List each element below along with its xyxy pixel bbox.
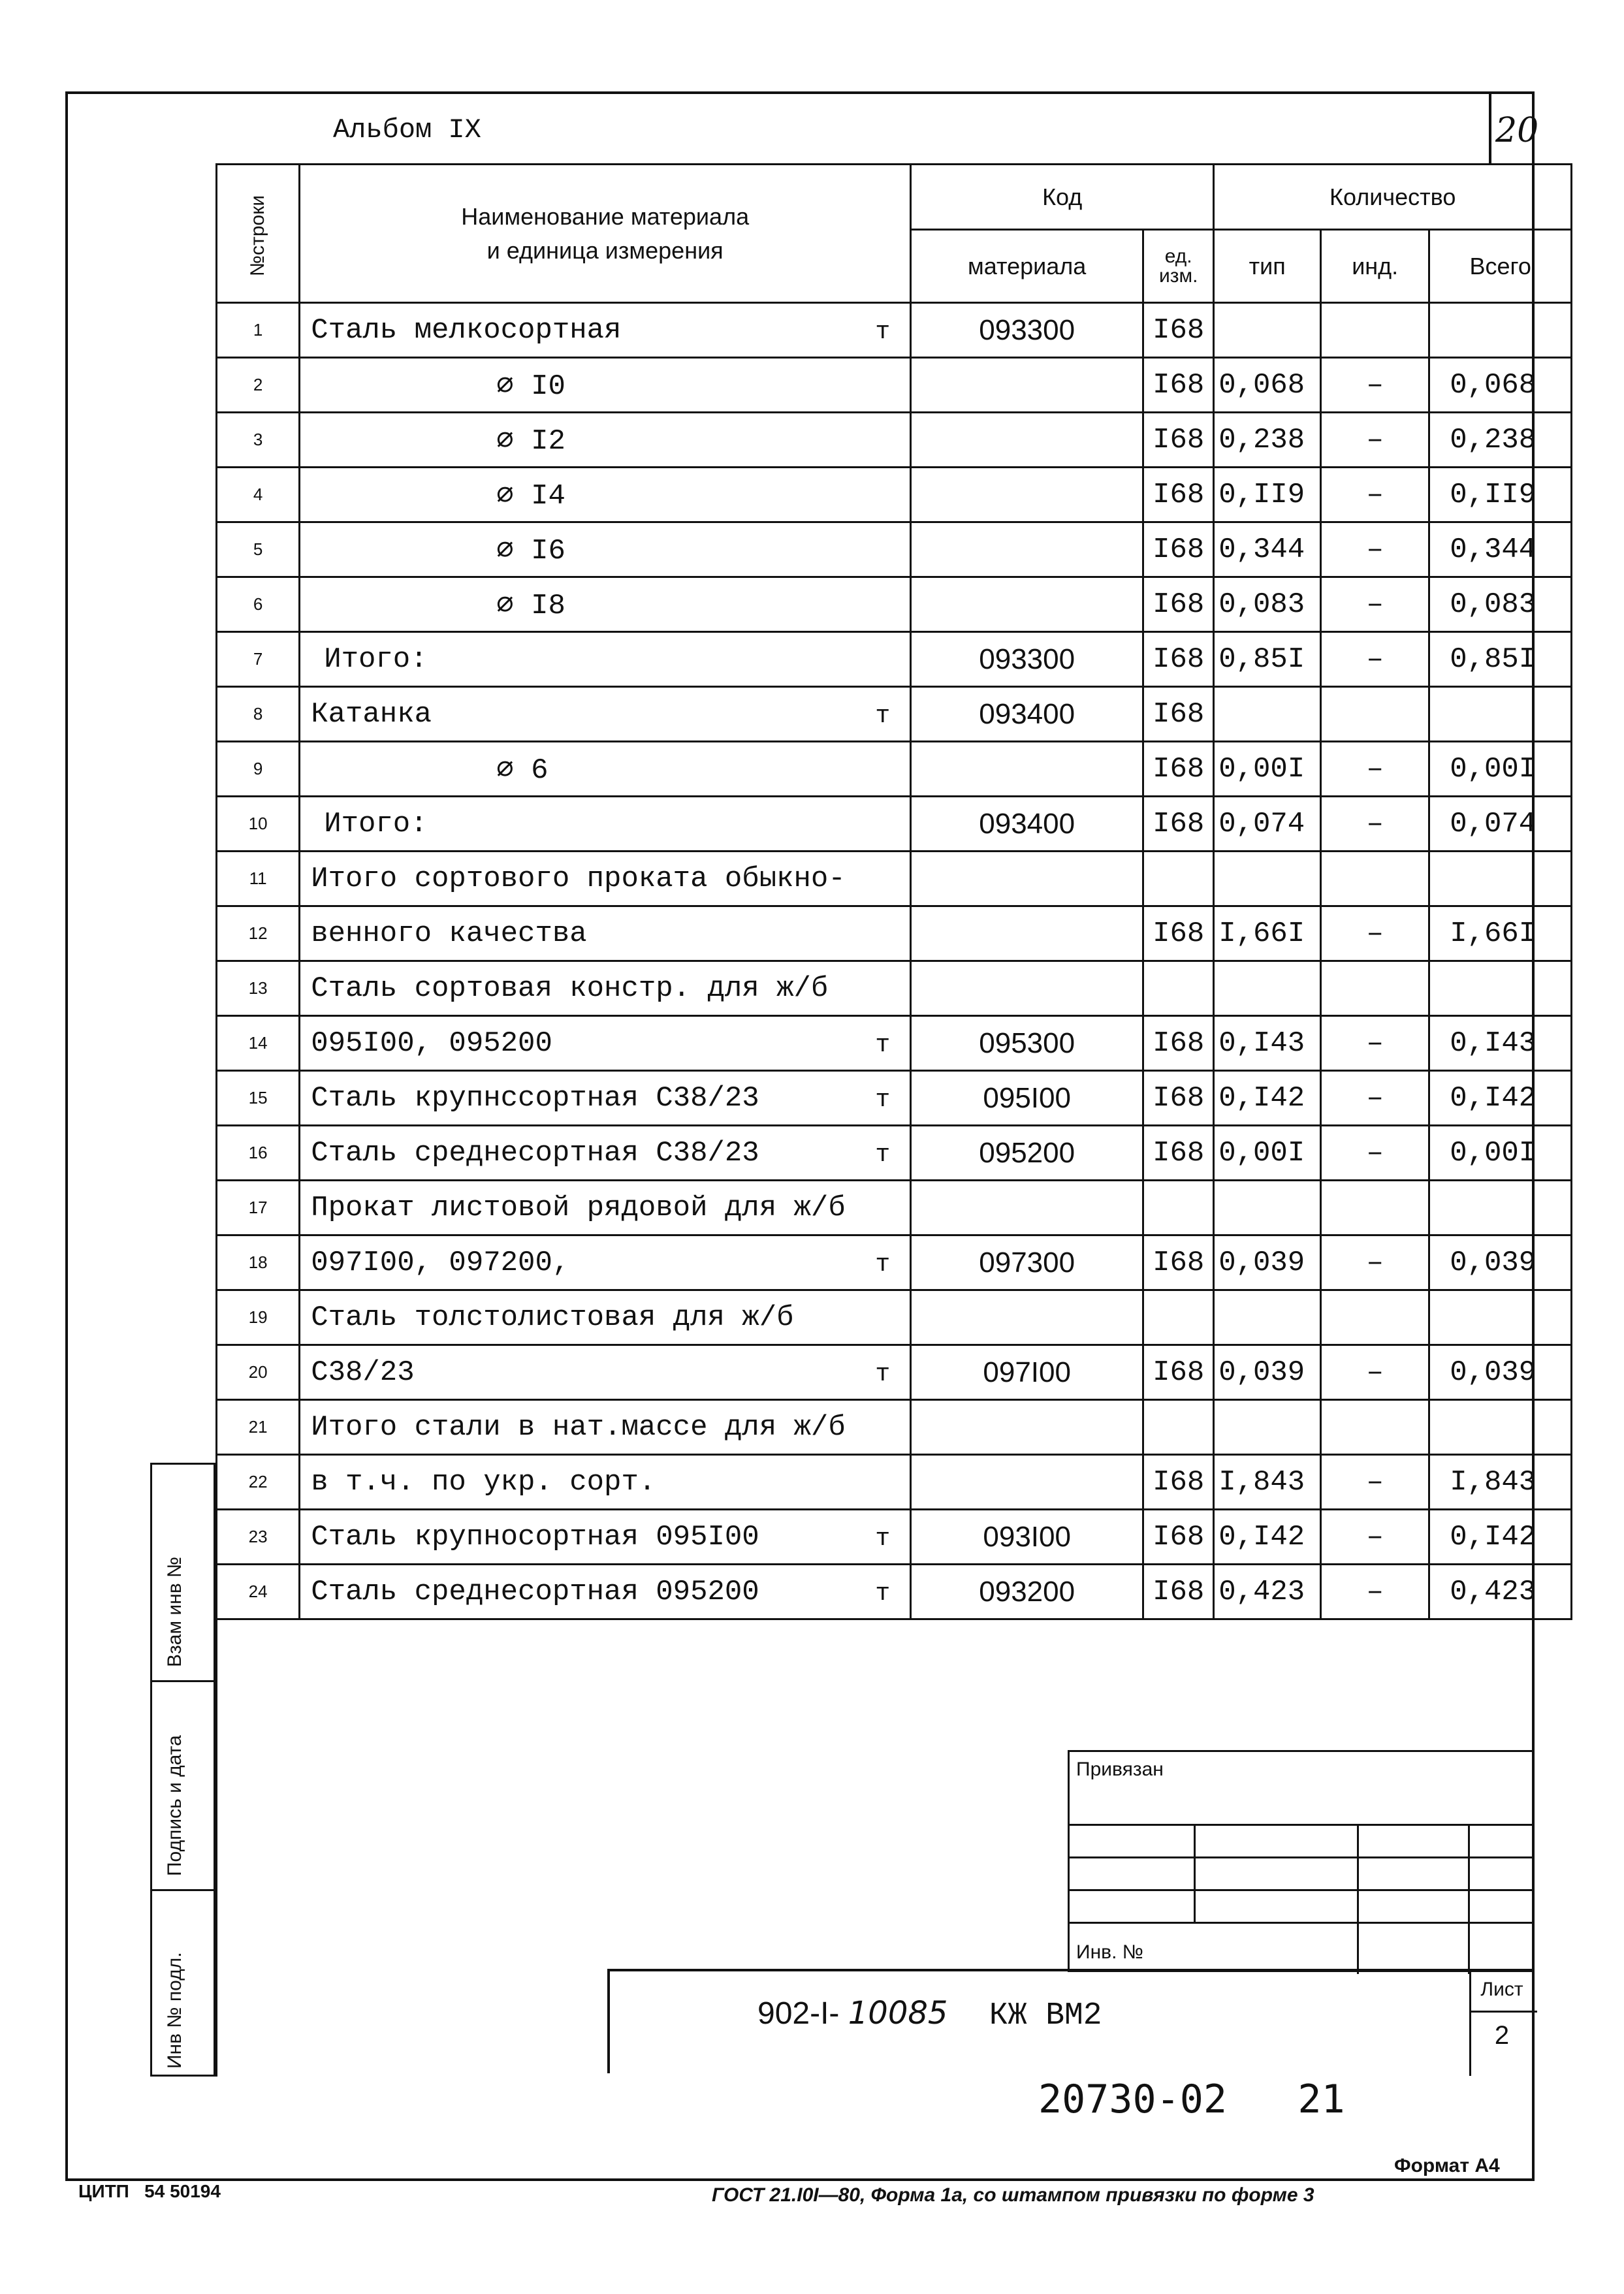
qty-type: 0,I42 [1214,1071,1321,1126]
material-name: 097I00, 097200, т [300,1235,911,1290]
material-name: Сталь крупносортная 095I00 т [300,1510,911,1565]
unit-code: I68 [1143,1126,1214,1181]
header-q-total: Всего [1429,230,1572,303]
format-label: Формат А4 [1394,2155,1500,2176]
qty-type [1214,1290,1321,1345]
table-row [217,1400,1572,1455]
unit-code [1143,1181,1214,1235]
qty-ind: – [1321,1016,1429,1071]
unit-label: т [875,702,891,730]
table-row [217,1510,1572,1565]
material-code [911,1290,1143,1345]
linked-label: Привязан [1076,1759,1164,1780]
material-code [911,1181,1143,1235]
row-number: 23 [217,1510,300,1565]
header-code-unit: ед. изм. [1143,230,1214,303]
unit-label: т [875,1031,891,1059]
qty-type: 0,083 [1214,577,1321,632]
qty-ind [1321,1181,1429,1235]
sheet-label: Лист [1480,1979,1523,2000]
table-row [217,577,1572,632]
material-code [911,906,1143,961]
footer-right: ГОСТ 21.I0I—80, Форма 1а, со штампом привязки по форме 3 [712,2184,1314,2206]
unit-label: т [875,1086,891,1114]
material-code: 093400 [911,687,1143,742]
unit-code: I68 [1143,468,1214,522]
table-row [217,1565,1572,1619]
material-name: С38/23 т [300,1345,911,1400]
sheet-mark: 20 [1495,111,1539,150]
qty-total: 0,039 [1429,1345,1572,1400]
qty-ind: – [1321,742,1429,797]
unit-code: I68 [1143,1345,1214,1400]
linked-stamp [1068,1750,1535,1972]
document-code: 902-I- 10085 КЖ ВМ2 [757,1995,1102,2033]
material-name: Прокат листовой рядовой для ж/б [300,1181,911,1235]
material-code [911,468,1143,522]
material-code [911,358,1143,413]
qty-total: 0,00I [1429,742,1572,797]
qty-ind [1321,303,1429,358]
material-code [911,413,1143,468]
unit-code: I68 [1143,303,1214,358]
material-code: 093300 [911,632,1143,687]
unit-code [1143,1290,1214,1345]
qty-total [1429,687,1572,742]
qty-ind: – [1321,1126,1429,1181]
material-name: Сталь среднесортная 095200 т [300,1565,911,1619]
table-row [217,687,1572,742]
material-name: венного качества [300,906,911,961]
unit-code: I68 [1143,522,1214,577]
material-name: Итого сортового проката обыкно- [300,852,911,906]
qty-total: I,843 [1429,1455,1572,1510]
qty-ind: – [1321,1235,1429,1290]
table-row [217,1126,1572,1181]
qty-total: 0,I42 [1429,1071,1572,1126]
material-name: Итого: [300,632,911,687]
unit-code: I68 [1143,1235,1214,1290]
qty-total: 0,344 [1429,522,1572,577]
header-row-number: №строки [217,165,300,303]
row-number: 11 [217,852,300,906]
unit-label: т [875,1580,891,1608]
material-code [911,1455,1143,1510]
qty-type [1214,687,1321,742]
row-number: 3 [217,413,300,468]
row-number: 17 [217,1181,300,1235]
row-number: 4 [217,468,300,522]
qty-total [1429,1290,1572,1345]
material-code: 093I00 [911,1510,1143,1565]
header-q-ind: инд. [1321,230,1429,303]
unit-code [1143,961,1214,1016]
qty-ind [1321,961,1429,1016]
header-q-type: тип [1214,230,1321,303]
qty-type: 0,II9 [1214,468,1321,522]
row-number: 10 [217,797,300,852]
side-stamp [150,1463,215,2077]
inv-no-label: Инв. № [1076,1941,1143,1963]
material-code: 093200 [911,1565,1143,1619]
qty-ind [1321,687,1429,742]
qty-type: 0,I43 [1214,1016,1321,1071]
table-row [217,1290,1572,1345]
unit-code [1143,1400,1214,1455]
qty-total: 0,238 [1429,413,1572,468]
unit-label: т [875,1141,891,1169]
qty-total: 0,I43 [1429,1016,1572,1071]
qty-ind: – [1321,577,1429,632]
material-name: ∅ I2 [300,413,911,468]
table-row [217,1235,1572,1290]
material-code: 093300 [911,303,1143,358]
qty-ind: – [1321,1455,1429,1510]
qty-total: 0,083 [1429,577,1572,632]
unit-code: I68 [1143,1016,1214,1071]
table-row [217,303,1572,358]
table-row [217,797,1572,852]
table-row [217,1455,1572,1510]
qty-type: 0,039 [1214,1345,1321,1400]
qty-total [1429,1400,1572,1455]
header-code: Код [911,165,1214,230]
unit-label: т [875,1360,891,1388]
qty-ind [1321,852,1429,906]
material-name: в т.ч. по укр. сорт. [300,1455,911,1510]
row-number: 18 [217,1235,300,1290]
qty-type: 0,039 [1214,1235,1321,1290]
table-row [217,852,1572,906]
footer-left: ЦИТП 54 50194 [78,2181,221,2201]
qty-total [1429,303,1572,358]
row-number: 12 [217,906,300,961]
material-name: 095I00, 095200 т [300,1016,911,1071]
table-row [217,632,1572,687]
material-code: 095200 [911,1126,1143,1181]
material-code: 095I00 [911,1071,1143,1126]
unit-code: I68 [1143,1455,1214,1510]
unit-code: I68 [1143,687,1214,742]
material-name: Сталь мелкосортная т [300,303,911,358]
table-row [217,961,1572,1016]
header-material-name: Наименование материала и единица измерения [300,165,911,303]
unit-code: I68 [1143,1565,1214,1619]
table-row [217,522,1572,577]
unit-code: I68 [1143,742,1214,797]
material-name: ∅ I4 [300,468,911,522]
row-number: 22 [217,1455,300,1510]
handwritten-number: 20730-02 21 [1038,2077,1345,2122]
material-name: Сталь сортовая констр. для ж/б [300,961,911,1016]
material-name: Сталь среднесортная С38/23 т [300,1126,911,1181]
row-number: 7 [217,632,300,687]
table-row [217,1181,1572,1235]
row-number: 6 [217,577,300,632]
material-name: ∅ 6 [300,742,911,797]
replace-inv-label: Взам инв № [164,1556,185,1667]
unit-label: т [875,1525,891,1553]
unit-code [1143,852,1214,906]
unit-code: I68 [1143,358,1214,413]
qty-total: 0,068 [1429,358,1572,413]
qty-type: I,66I [1214,906,1321,961]
qty-ind: – [1321,632,1429,687]
qty-total [1429,852,1572,906]
qty-total: I,66I [1429,906,1572,961]
row-number: 13 [217,961,300,1016]
unit-code: I68 [1143,413,1214,468]
qty-total: 0,074 [1429,797,1572,852]
qty-type: 0,85I [1214,632,1321,687]
material-name: Катанка т [300,687,911,742]
qty-ind [1321,1400,1429,1455]
qty-type: 0,344 [1214,522,1321,577]
qty-total: 0,II9 [1429,468,1572,522]
material-code: 093400 [911,797,1143,852]
album-title: Альбом IX [333,114,481,146]
qty-type [1214,1400,1321,1455]
qty-ind: – [1321,468,1429,522]
material-name: Сталь толстолистовая для ж/б [300,1290,911,1345]
unit-code: I68 [1143,906,1214,961]
qty-total: 0,I42 [1429,1510,1572,1565]
qty-ind: – [1321,797,1429,852]
row-number: 19 [217,1290,300,1345]
sheet-number: 2 [1494,2021,1510,2050]
qty-total [1429,1181,1572,1235]
material-code [911,577,1143,632]
qty-type [1214,303,1321,358]
unit-label: т [875,318,891,346]
qty-type [1214,961,1321,1016]
material-name: ∅ I6 [300,522,911,577]
row-number: 21 [217,1400,300,1455]
material-name: Сталь крупнссортная С38/23 т [300,1071,911,1126]
qty-ind: – [1321,413,1429,468]
qty-total: 0,85I [1429,632,1572,687]
row-number: 5 [217,522,300,577]
qty-type: 0,423 [1214,1565,1321,1619]
unit-label: т [875,1251,891,1279]
table-row [217,1345,1572,1400]
sign-date-label: Подпись и дата [164,1735,185,1876]
table-row [217,413,1572,468]
qty-type: 0,074 [1214,797,1321,852]
material-code [911,1400,1143,1455]
material-code: 097I00 [911,1345,1143,1400]
qty-type: 0,00I [1214,1126,1321,1181]
inv-orig-label: Инв № подл. [164,1952,185,2069]
table-row [217,468,1572,522]
qty-total [1429,961,1572,1016]
unit-code: I68 [1143,1071,1214,1126]
qty-ind: – [1321,906,1429,961]
row-number: 24 [217,1565,300,1619]
qty-ind: – [1321,522,1429,577]
header-quantity: Количество [1214,165,1572,230]
row-number: 1 [217,303,300,358]
material-name: ∅ I0 [300,358,911,413]
qty-ind [1321,1290,1429,1345]
qty-type: 0,238 [1214,413,1321,468]
material-code: 095300 [911,1016,1143,1071]
qty-type [1214,1181,1321,1235]
row-number: 16 [217,1126,300,1181]
unit-code: I68 [1143,797,1214,852]
table-row [217,1016,1572,1071]
header-code-material: материала [911,230,1143,303]
row-number: 2 [217,358,300,413]
qty-total: 0,039 [1429,1235,1572,1290]
qty-type [1214,852,1321,906]
qty-total: 0,00I [1429,1126,1572,1181]
unit-code: I68 [1143,632,1214,687]
qty-total: 0,423 [1429,1565,1572,1619]
qty-type: I,843 [1214,1455,1321,1510]
qty-ind: – [1321,1565,1429,1619]
row-number: 9 [217,742,300,797]
table-row [217,906,1572,961]
qty-ind: – [1321,358,1429,413]
qty-type: 0,I42 [1214,1510,1321,1565]
table-row [217,358,1572,413]
material-code [911,961,1143,1016]
unit-code: I68 [1143,1510,1214,1565]
material-name: Итого стали в нат.массе для ж/б [300,1400,911,1455]
material-name: Итого: [300,797,911,852]
material-code: 097300 [911,1235,1143,1290]
row-number: 20 [217,1345,300,1400]
table-row [217,742,1572,797]
material-code [911,852,1143,906]
qty-ind: – [1321,1510,1429,1565]
material-name: ∅ I8 [300,577,911,632]
unit-code: I68 [1143,577,1214,632]
material-code [911,522,1143,577]
materials-table [215,163,1572,1620]
row-number: 15 [217,1071,300,1126]
table-row [217,1071,1572,1126]
row-number: 8 [217,687,300,742]
qty-type: 0,00I [1214,742,1321,797]
qty-ind: – [1321,1345,1429,1400]
row-number: 14 [217,1016,300,1071]
material-code [911,742,1143,797]
qty-ind: – [1321,1071,1429,1126]
qty-type: 0,068 [1214,358,1321,413]
